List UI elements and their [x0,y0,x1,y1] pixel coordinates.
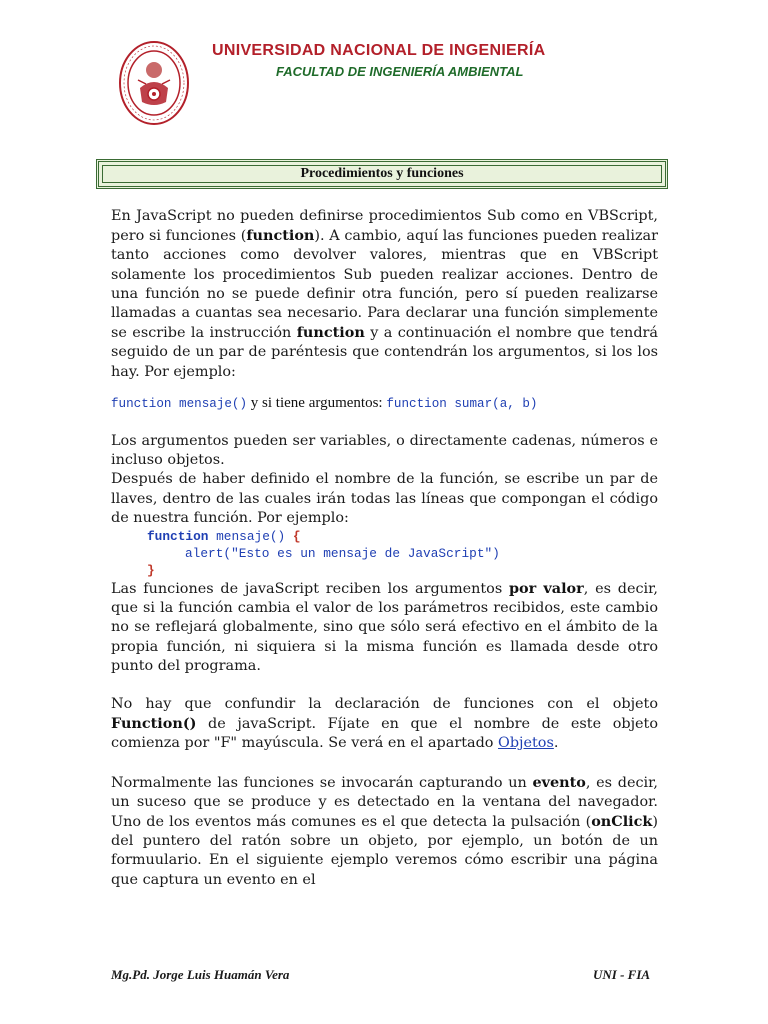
objetos-link[interactable]: Objetos [498,735,554,752]
paragraph-function-object [111,695,658,754]
paragraph-text: y a continuación el nombre que tendrá seguido de un par de paréntesis que contendrán los argumentos, si los los hay. Por ejemplo: [111,325,658,380]
bold-keyword: function [296,324,365,342]
section-title-box [96,159,668,189]
paragraph-text: ). A cambio, aquí las funciones pueden realizar tanto acciones como devolver valores, mientras que en VBScript solamente los procedimientos Sub pueden realizar acciones. Dentro de una función no se puede definir otra función, pero sí pueden realizarse llamadas a cuantas sea necesario. Para declarar una función simplemente se escribe la instrucción [111,228,658,342]
paragraph-text: . [553,735,559,752]
code-brace: { [292,529,301,545]
bold-keyword: onClick [591,813,653,831]
university-name: UNIVERSIDAD NACIONAL DE INGENIERÍA [212,42,546,59]
bold-keyword: Function() [111,715,197,733]
code-function-name: mensaje() [208,529,293,545]
paragraph-text: Las funciones de javaScript reciben los argumentos [111,581,509,598]
paragraph-text: No hay que confundir la declaración de funciones con el objeto [111,696,658,713]
faculty-name: FACULTAD DE INGENIERÍA AMBIENTAL [276,64,524,79]
inline-code: function sumar(a, b) [386,396,538,411]
code-keyword: function [147,529,209,545]
paragraph-braces: Después de haber definido el nombre de la función, se escribe un par de llaves, dentro de las cuales irán todas las líneas que compongan el código de nuestra función. Por ejemplo: [111,471,658,526]
paragraph-text: , es decir, un suceso que se produce y es detectado en la ventana del navegador. Uno de los eventos más comunes es el que detecta la pulsación ( [111,774,658,831]
paragraph-text: Normalmente las funciones se invocarán capturando un [111,774,533,791]
footer-author: Mg.Pd. Jorge Luis Huamán Vera [111,967,290,982]
paragraph-by-value [111,579,658,676]
inline-code: function mensaje() [111,396,248,411]
example-text: y si tiene argumentos: [247,394,387,411]
paragraph-text: ) del puntero del ratón sobre un objeto, por ejemplo, un botón de un formuulario. En el siguiente ejemplo veremos cómo escribir una página que captura un evento en el [111,814,658,888]
bold-keyword: function [246,227,315,245]
code-block [111,528,658,579]
footer-institution: UNI - FIA [593,967,651,982]
paragraph-intro [111,207,658,382]
code-brace: } [147,563,155,579]
bold-keyword: evento [532,773,586,791]
example-line [111,394,658,414]
university-seal-logo [118,40,190,126]
code-statement: alert("Esto es un mensaje de JavaScript") [185,546,500,562]
document-body [111,207,658,890]
bold-keyword: por valor [508,580,584,598]
paragraph-text: , es decir, que si la función cambia el valor de los parámetros recibidos, este cambio no se reflejará globalmente, sino que sólo será efectivo en el ámbito de la propia función, ni siquiera si la misma función es llamada desde otro punto del programa. [111,581,659,674]
paragraph-text: de javaScript. Fíjate en que el nombre de este objeto comienza por "F" mayúscula. Se verá en el apartado [111,716,658,752]
paragraph-events [111,773,658,890]
paragraph-arguments: Los argumentos pueden ser variables, o directamente cadenas, números e incluso objetos. [111,433,658,469]
paragraph-text: En JavaScript no pueden definirse procedimientos Sub como en VBScript, pero si funciones ( [111,208,658,245]
section-title: Procedimientos y funciones [300,166,464,181]
